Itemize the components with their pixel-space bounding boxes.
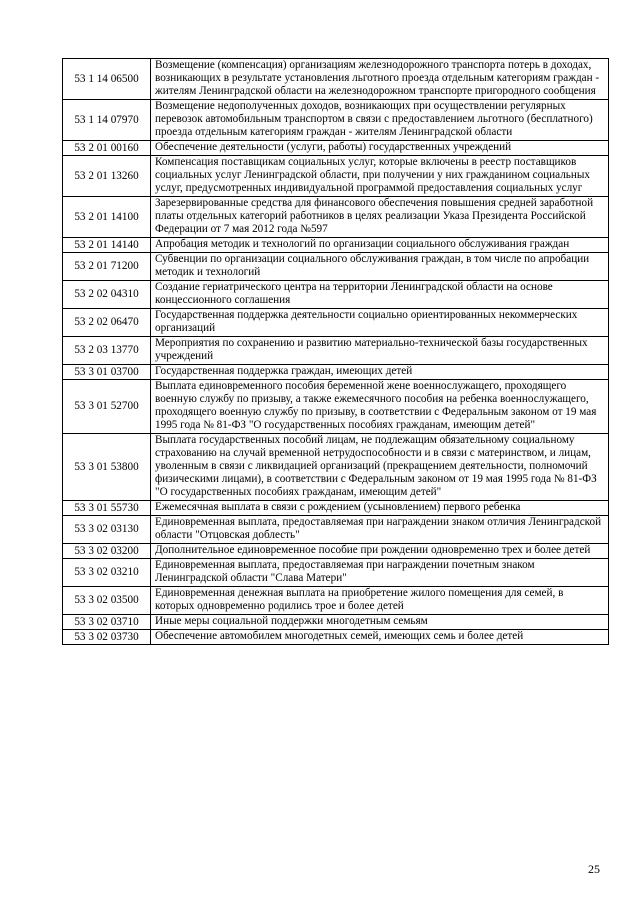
row-code-cell: 53 3 01 52700 — [63, 380, 151, 434]
table-row — [63, 544, 609, 559]
row-code-cell: 53 3 01 55730 — [63, 501, 151, 516]
row-code-cell: 53 2 01 71200 — [63, 253, 151, 281]
table-row — [63, 501, 609, 516]
table-row — [63, 559, 609, 587]
row-description-cell: Обеспечение автомобилем многодетных семей, имеющих семь и более детей — [151, 630, 609, 645]
row-description-cell: Зарезервированные средства для финансового обеспечения повышения средней заработной платы отдельных категорий работников в целях реализации Указа Президента Российской Федерации от 7 мая 2012 года №597 — [151, 197, 609, 238]
row-description-cell: Апробация методик и технологий по организации социального обслуживания граждан — [151, 238, 609, 253]
table-row — [63, 100, 609, 141]
row-code-cell: 53 3 02 03730 — [63, 630, 151, 645]
row-description-cell: Компенсация поставщикам социальных услуг, которые включены в реестр поставщиков социальных услуг Ленинградской области, при получении у них гражданином социальных услуг, предусмотренных индивидуальной программой предоставления социальных услуг — [151, 156, 609, 197]
row-code-cell: 53 2 01 00160 — [63, 141, 151, 156]
table-row — [63, 434, 609, 501]
table-row — [63, 281, 609, 309]
row-code-cell: 53 1 14 07970 — [63, 100, 151, 141]
row-code-cell: 53 2 01 14100 — [63, 197, 151, 238]
row-code-cell: 53 3 02 03710 — [63, 615, 151, 630]
row-description-cell: Иные меры социальной поддержки многодетным семьям — [151, 615, 609, 630]
row-code-cell: 53 2 02 04310 — [63, 281, 151, 309]
row-description-cell: Государственная поддержка деятельности социально ориентированных некоммерческих организаций — [151, 309, 609, 337]
row-description-cell: Выплата единовременного пособия беременной жене военнослужащего, проходящего военную службу по призыву, а также ежемесячного пособия на ребенка военнослужащего, проходящего военную службу по призыву, в соответствии с Федеральным законом от 19 мая 1995 года № 81-ФЗ "О государственных пособиях гражданам, имеющим детей" — [151, 380, 609, 434]
table-row — [63, 59, 609, 100]
page-number: 25 — [588, 862, 600, 876]
table-row — [63, 337, 609, 365]
table-row — [63, 365, 609, 380]
table-row — [63, 309, 609, 337]
row-description-cell: Единовременная денежная выплата на приобретение жилого помещения для семей, в которых одновременно родились трое и более детей — [151, 587, 609, 615]
row-code-cell: 53 3 02 03210 — [63, 559, 151, 587]
table-row — [63, 587, 609, 615]
row-code-cell: 53 2 01 14140 — [63, 238, 151, 253]
row-description-cell: Обеспечение деятельности (услуги, работы) государственных учреждений — [151, 141, 609, 156]
row-description-cell: Возмещение недополученных доходов, возникающих при осуществлении регулярных перевозок автомобильным транспортом в связи с предоставлением льготного (бесплатного) проезда отдельным категориям граждан - жителям Ленинградской области — [151, 100, 609, 141]
row-code-cell: 53 3 02 03130 — [63, 516, 151, 544]
row-description-cell: Государственная поддержка граждан, имеющих детей — [151, 365, 609, 380]
row-description-cell: Дополнительное единовременное пособие при рождении одновременно трех и более детей — [151, 544, 609, 559]
table-row — [63, 156, 609, 197]
row-code-cell: 53 2 01 13260 — [63, 156, 151, 197]
row-description-cell: Единовременная выплата, предоставляемая при награждении знаком отличия Ленинградской области "Отцовская доблесть" — [151, 516, 609, 544]
row-description-cell: Выплата государственных пособий лицам, не подлежащим обязательному социальному страхованию на случай временной нетрудоспособности и в связи с материнством, и лицам, уволенным в связи с ликвидацией организаций (прекращением деятельности, полномочий физическими лицами), в соответствии с Федеральным законом от 19 мая 1995 года № 81-ФЗ "О государственных пособиях гражданам, имеющим детей" — [151, 434, 609, 501]
row-code-cell: 53 3 02 03200 — [63, 544, 151, 559]
row-description-cell: Возмещение (компенсация) организациям железнодорожного транспорта потерь в доходах, возникающих в результате установления льготного проезда отдельным категориям граждан - жителям Ленинградской области на железнодорожном транспорте пригородного сообщения — [151, 59, 609, 100]
row-description-cell: Субвенции по организации социального обслуживания граждан, в том числе по апробации методик и технологий — [151, 253, 609, 281]
table-row — [63, 516, 609, 544]
table-row — [63, 197, 609, 238]
budget-classification-table — [62, 58, 609, 645]
table-row — [63, 238, 609, 253]
table-row — [63, 380, 609, 434]
row-code-cell: 53 2 03 13770 — [63, 337, 151, 365]
table-row — [63, 141, 609, 156]
row-code-cell: 53 3 01 03700 — [63, 365, 151, 380]
table-row — [63, 630, 609, 645]
row-description-cell: Мероприятия по сохранению и развитию материально-технической базы государственных учреждений — [151, 337, 609, 365]
row-code-cell: 53 2 02 06470 — [63, 309, 151, 337]
row-description-cell: Единовременная выплата, предоставляемая при награждении почетным знаком Ленинградской области "Слава Матери" — [151, 559, 609, 587]
row-description-cell: Ежемесячная выплата в связи с рождением (усыновлением) первого ребенка — [151, 501, 609, 516]
row-code-cell: 53 3 01 53800 — [63, 434, 151, 501]
row-code-cell: 53 3 02 03500 — [63, 587, 151, 615]
row-code-cell: 53 1 14 06500 — [63, 59, 151, 100]
table-body — [63, 59, 609, 645]
row-description-cell: Создание гериатрического центра на территории Ленинградской области на основе концессионного соглашения — [151, 281, 609, 309]
table-row — [63, 253, 609, 281]
table-row — [63, 615, 609, 630]
